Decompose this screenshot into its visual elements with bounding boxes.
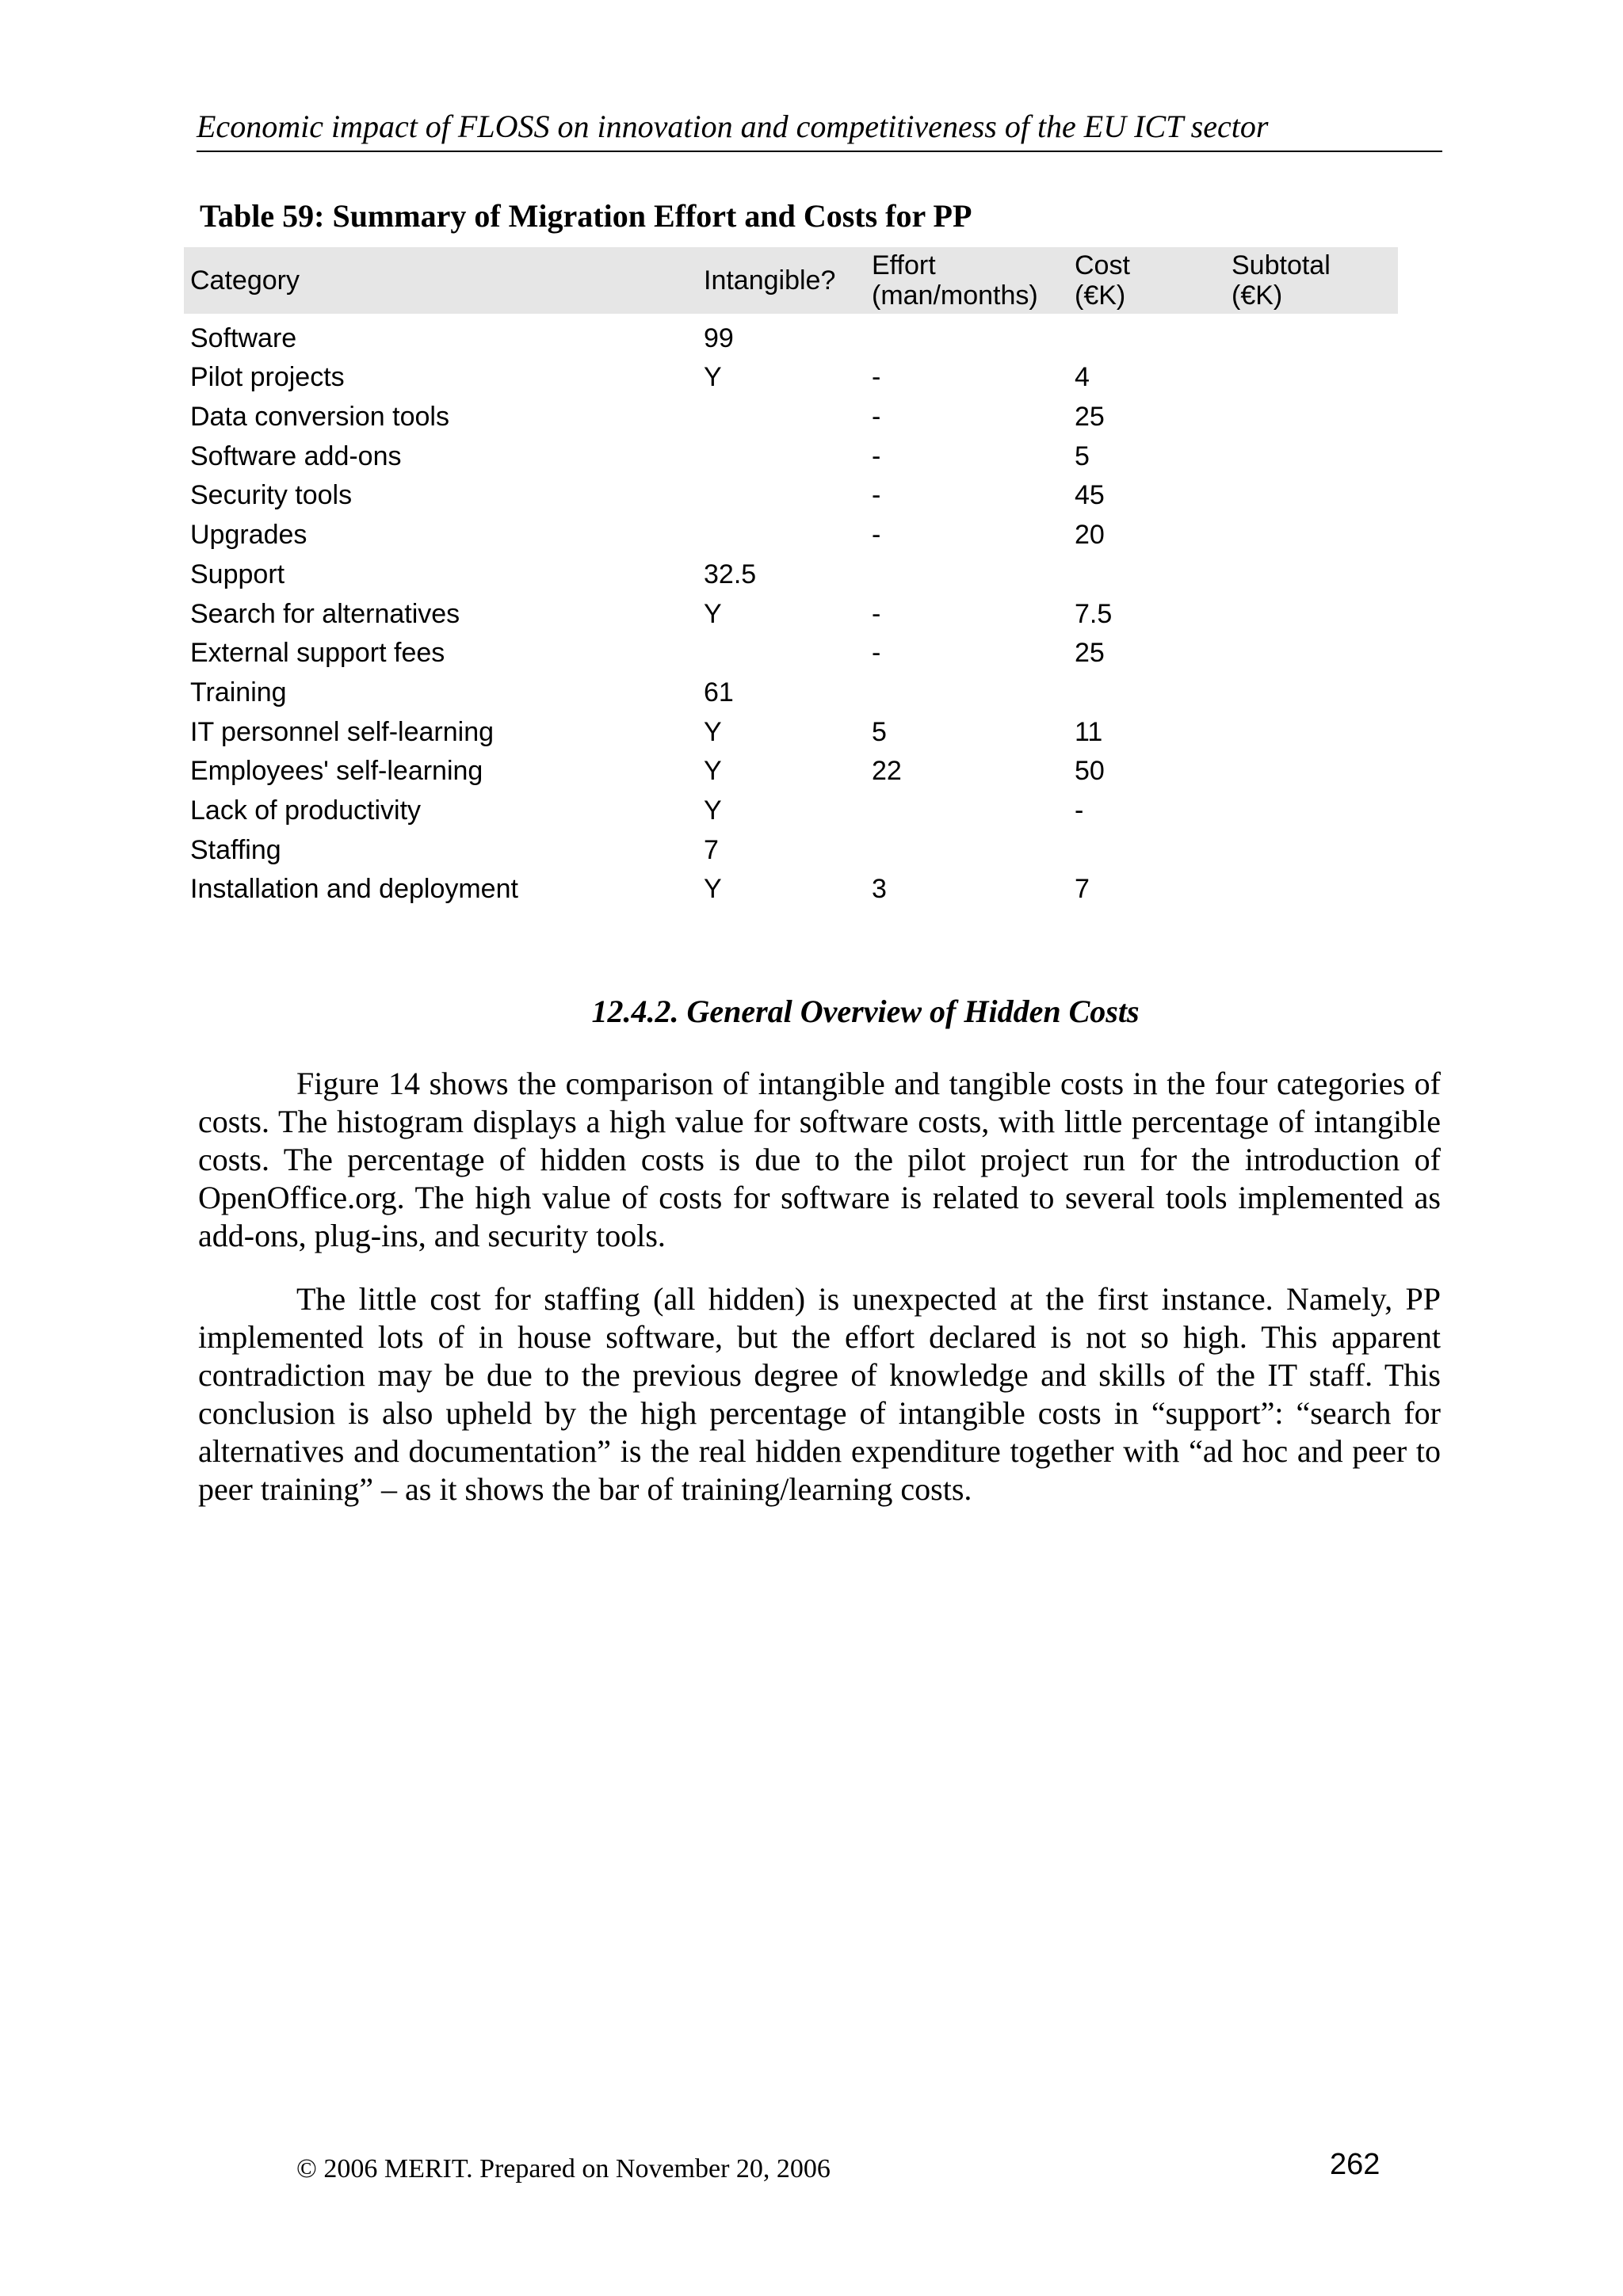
table-row xyxy=(184,668,1398,707)
cell-category: Installation and deployment xyxy=(190,874,518,905)
column-header-subtotal: Subtotal (€K) xyxy=(1225,247,1398,314)
cell-intangible: Y xyxy=(704,874,722,905)
cell-subtotal xyxy=(1225,786,1398,826)
table-row xyxy=(184,786,1398,826)
cell-cost: 7 xyxy=(1075,874,1090,905)
cell-effort xyxy=(865,314,1068,353)
cell-effort xyxy=(865,668,1068,707)
cell-cost xyxy=(1068,826,1225,865)
cell-intangible xyxy=(697,510,865,550)
cell-intangible: Y xyxy=(704,362,722,393)
cell-cost: 11 xyxy=(1075,716,1103,747)
cell-effort: - xyxy=(872,480,881,511)
cell-category: Employees' self-learning xyxy=(190,756,483,787)
column-header-cost: Cost (€K) xyxy=(1068,247,1225,314)
cell-effort: - xyxy=(872,520,881,551)
cell-effort: - xyxy=(872,441,881,471)
page-number: 262 xyxy=(1330,2148,1381,2181)
column-header-intangible: Intangible? xyxy=(697,247,865,314)
cell-cost: 7.5 xyxy=(1075,598,1113,629)
table-row xyxy=(184,314,1398,353)
cell-intangible xyxy=(697,392,865,432)
table-body xyxy=(184,314,1398,904)
cell-subtotal xyxy=(1225,826,1398,865)
cell-category: Data conversion tools xyxy=(190,402,449,433)
cell-effort: 3 xyxy=(872,874,887,905)
cell-subtotal xyxy=(1225,589,1398,629)
cell-cost xyxy=(1068,668,1225,707)
table-row xyxy=(184,392,1398,432)
cell-subtotal xyxy=(1225,471,1398,511)
table-row xyxy=(184,629,1398,669)
table-row xyxy=(184,589,1398,629)
cell-category: Lack of productivity xyxy=(190,795,422,826)
cell-category: Training xyxy=(190,677,287,707)
table-row xyxy=(184,865,1398,905)
cell-intangible xyxy=(697,629,865,669)
cell-cost: 45 xyxy=(1075,480,1105,511)
footer-copyright: © 2006 MERIT. Prepared on November 20, 2006 xyxy=(296,2154,831,2183)
cell-effort: - xyxy=(872,362,881,393)
cell-cost: 4 xyxy=(1075,362,1090,393)
section-title: 12.4.2. General Overview of Hidden Costs xyxy=(591,994,1140,1029)
table-row xyxy=(184,471,1398,511)
cell-category: Security tools xyxy=(190,480,353,511)
cell-category: Upgrades xyxy=(190,520,307,551)
table-row xyxy=(184,826,1398,865)
cell-effort: 22 xyxy=(872,756,902,787)
cell-category: Software add-ons xyxy=(190,441,402,471)
cell-category: Staffing xyxy=(190,834,281,865)
table-row xyxy=(184,747,1398,787)
cell-effort: - xyxy=(872,598,881,629)
table-row xyxy=(184,432,1398,471)
cell-subtotal xyxy=(1225,510,1398,550)
running-header: Economic impact of FLOSS on innovation and competitiveness of the EU ICT sector xyxy=(197,108,1442,152)
cell-effort xyxy=(865,786,1068,826)
cell-intangible: 61 xyxy=(704,677,734,707)
cell-intangible: Y xyxy=(704,716,722,747)
cell-intangible: Y xyxy=(704,598,722,629)
column-header-category: Category xyxy=(184,247,697,314)
cell-subtotal xyxy=(1225,314,1398,353)
cell-intangible: 7 xyxy=(704,834,719,865)
body-paragraph-1: Figure 14 shows the comparison of intangible and tangible costs in the four categories of costs. The histogram displays a high value for software costs, with little percentage of intangible costs. The percentage of hidden costs is due to the pilot project run for the introduction of OpenOffice.org. The high value of costs for software is related to several tools implemented as add-ons, plug-ins, and security tools. xyxy=(198,1066,1441,1253)
migration-cost-table xyxy=(184,247,1398,904)
cell-subtotal xyxy=(1225,707,1398,747)
table-row xyxy=(184,353,1398,393)
body-paragraph-2: The little cost for staffing (all hidden) is unexpected at the first instance. Namely, PP implemented lots of in house software, but the effort declared is not so high. This apparent contradiction may be due to the previous degree of knowledge and skills of the IT staff. This conclusion is also upheld by the high percentage of intangible costs in “support”: “search for alternatives and documentation” is the real hidden expenditure together with “ad hoc and peer to peer training” – as it shows the bar of training/learning costs. xyxy=(198,1281,1441,1507)
cell-cost: 25 xyxy=(1075,638,1105,669)
cell-intangible: Y xyxy=(704,795,722,826)
cell-cost: 50 xyxy=(1075,756,1105,787)
cell-effort: - xyxy=(872,402,881,433)
cell-intangible: Y xyxy=(704,756,722,787)
table-row xyxy=(184,707,1398,747)
cell-effort xyxy=(865,550,1068,589)
cell-intangible xyxy=(697,432,865,471)
table-caption: Table 59: Summary of Migration Effort and Costs for PP xyxy=(200,198,972,234)
cell-subtotal xyxy=(1225,865,1398,905)
cell-effort: 5 xyxy=(872,716,887,747)
cell-intangible: 99 xyxy=(704,322,734,353)
cell-cost: - xyxy=(1075,795,1084,826)
cell-intangible xyxy=(697,471,865,511)
cell-cost xyxy=(1068,314,1225,353)
cell-category: Support xyxy=(190,559,285,589)
cell-category: External support fees xyxy=(190,638,445,669)
cell-cost: 20 xyxy=(1075,520,1105,551)
cell-cost: 5 xyxy=(1075,441,1090,471)
cell-subtotal xyxy=(1225,353,1398,393)
cell-category: Search for alternatives xyxy=(190,598,460,629)
cell-subtotal xyxy=(1225,392,1398,432)
cell-effort xyxy=(865,826,1068,865)
cell-subtotal xyxy=(1225,747,1398,787)
cell-category: IT personnel self-learning xyxy=(190,716,495,747)
cell-cost: 25 xyxy=(1075,402,1105,433)
cell-category: Pilot projects xyxy=(190,362,345,393)
cell-effort: - xyxy=(872,638,881,669)
cell-category: Software xyxy=(190,322,297,353)
column-header-effort: Effort (man/months) xyxy=(865,247,1068,314)
table-header-row xyxy=(184,247,1398,314)
table-row xyxy=(184,510,1398,550)
cell-intangible: 32.5 xyxy=(704,559,757,589)
cell-subtotal xyxy=(1225,668,1398,707)
cell-subtotal xyxy=(1225,432,1398,471)
cell-subtotal xyxy=(1225,629,1398,669)
table-row xyxy=(184,550,1398,589)
cell-subtotal xyxy=(1225,550,1398,589)
cell-cost xyxy=(1068,550,1225,589)
